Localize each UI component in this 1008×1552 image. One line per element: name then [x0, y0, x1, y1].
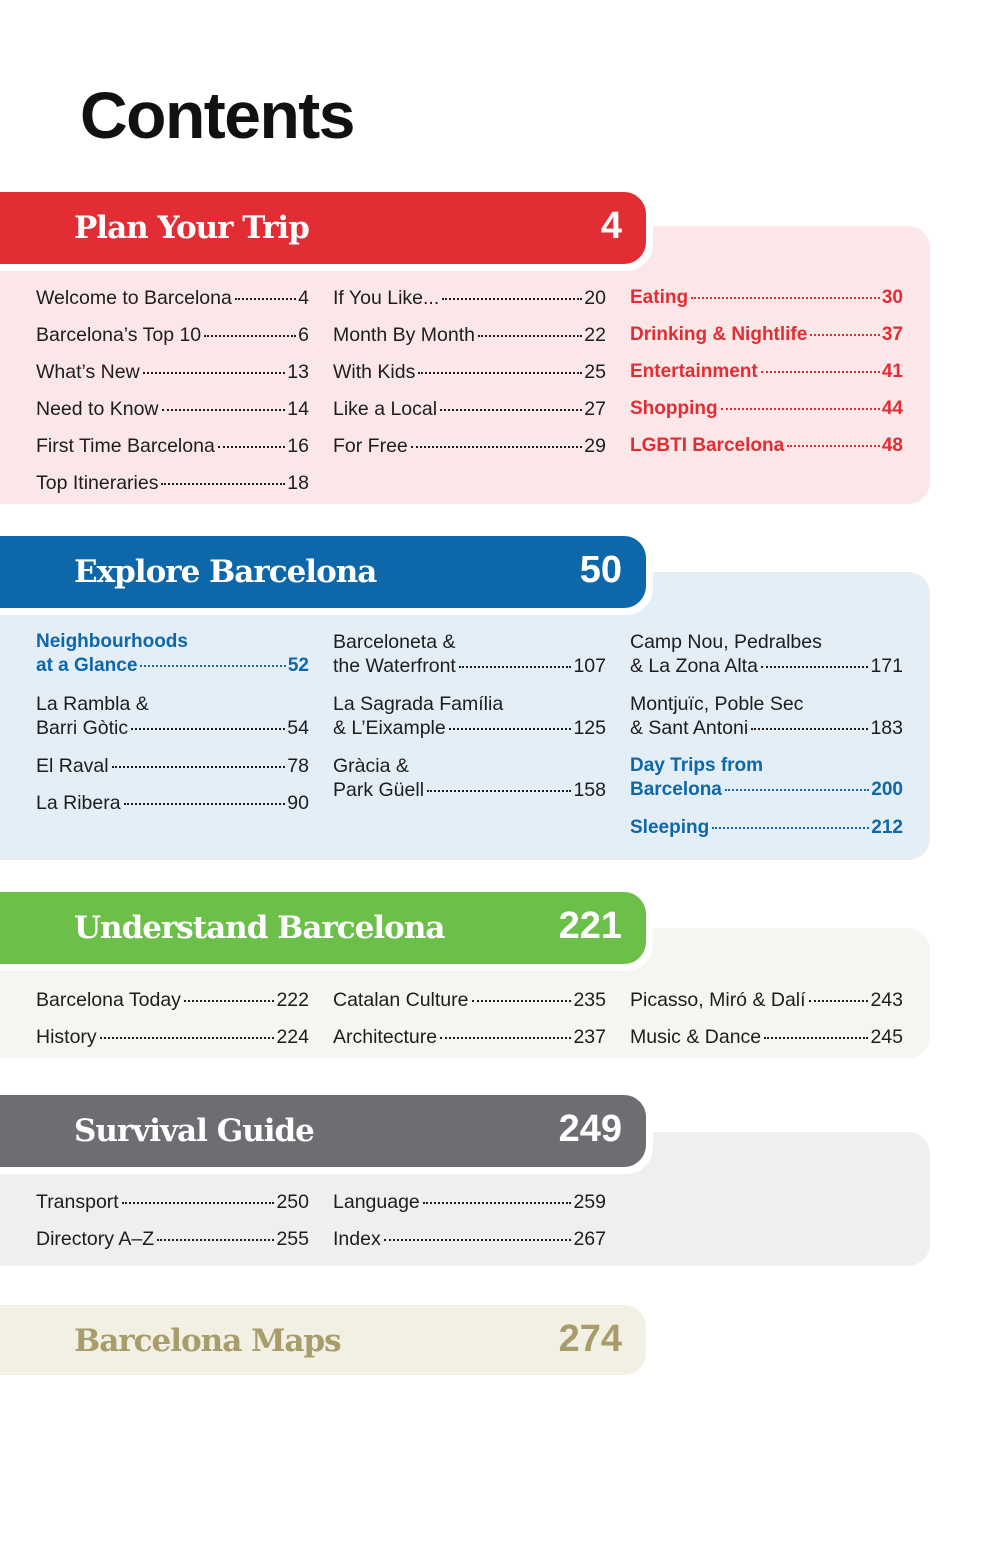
entry-page: 183: [870, 717, 903, 739]
entry-label: History: [36, 1026, 97, 1048]
entry-label: Transport: [36, 1191, 119, 1213]
plan-col-1: [36, 286, 309, 508]
toc-entry[interactable]: [630, 1025, 903, 1049]
entry-label: La Ribera: [36, 792, 121, 814]
entry-page: 25: [584, 361, 606, 383]
leader-dots: [131, 728, 285, 730]
survival-title: Survival Guide: [74, 1113, 314, 1149]
entry-page: 255: [276, 1228, 309, 1250]
plan-header[interactable]: [0, 192, 646, 264]
explore-col-3: [630, 630, 903, 853]
leader-dots: [204, 335, 296, 337]
leader-dots: [725, 789, 869, 791]
leader-dots: [787, 445, 880, 447]
understand-page: 221: [558, 905, 622, 947]
toc-entry[interactable]: [36, 1025, 309, 1049]
entry-page: 29: [584, 435, 606, 457]
entry-label: at a Glance: [36, 655, 138, 676]
toc-entry[interactable]: [630, 630, 903, 678]
understand-col-1: [36, 988, 309, 1062]
entry-label-line1: Gràcia &: [333, 755, 409, 777]
entry-label: Picasso, Miró & Dalí: [630, 989, 806, 1011]
entry-page: 237: [573, 1026, 606, 1048]
toc-entry[interactable]: [333, 434, 606, 458]
entry-label: LGBTI Barcelona: [630, 435, 785, 456]
toc-entry[interactable]: [36, 1227, 309, 1251]
toc-entry[interactable]: [36, 988, 309, 1012]
toc-entry[interactable]: [630, 988, 903, 1012]
leader-dots: [184, 1000, 275, 1002]
toc-entry[interactable]: [630, 360, 903, 384]
leader-dots: [442, 298, 582, 300]
entry-page: 171: [870, 655, 903, 677]
toc-entry[interactable]: [333, 1190, 606, 1214]
leader-dots: [721, 408, 880, 410]
entry-page: 16: [287, 435, 309, 457]
understand-header[interactable]: [0, 892, 646, 964]
entry-label: Music & Dance: [630, 1026, 762, 1048]
leader-dots: [810, 334, 880, 336]
entry-page: 41: [881, 361, 903, 382]
toc-entry[interactable]: [333, 323, 606, 347]
toc-entry[interactable]: [36, 286, 309, 310]
entry-label: & La Zona Alta: [630, 655, 758, 677]
entry-label: Park Güell: [333, 779, 425, 801]
toc-entry[interactable]: [333, 692, 606, 740]
entry-label: If You Like...: [333, 287, 440, 309]
survival-col-1: [36, 1190, 309, 1264]
toc-entry[interactable]: [36, 1190, 309, 1214]
leader-dots: [411, 446, 583, 448]
entry-label: the Waterfront: [333, 655, 456, 677]
leader-dots: [472, 1000, 572, 1002]
maps-page: 274: [558, 1318, 622, 1360]
entry-label: With Kids: [333, 361, 416, 383]
understand-col-3: [630, 988, 903, 1062]
leader-dots: [440, 409, 582, 411]
toc-entry[interactable]: [630, 754, 903, 802]
toc-entry[interactable]: [333, 754, 606, 802]
entry-label: Catalan Culture: [333, 989, 469, 1011]
entry-page: 90: [287, 792, 309, 814]
toc-entry[interactable]: [630, 816, 903, 840]
entry-label: Barcelona’s Top 10: [36, 324, 202, 346]
survival-page: 249: [558, 1108, 622, 1150]
entry-label: Architecture: [333, 1026, 438, 1048]
entry-page: 259: [573, 1191, 606, 1213]
entry-page: 200: [871, 779, 903, 800]
toc-entry[interactable]: [333, 360, 606, 384]
entry-label: Barri Gòtic: [36, 717, 129, 739]
entry-label: Barcelona Today: [36, 989, 181, 1011]
entry-label: Month By Month: [333, 324, 475, 346]
leader-dots: [140, 665, 285, 667]
entry-label: First Time Barcelona: [36, 435, 215, 457]
toc-entry[interactable]: [333, 630, 606, 678]
page-title: Contents: [80, 78, 354, 152]
leader-dots: [459, 666, 572, 668]
toc-entry[interactable]: [333, 397, 606, 421]
entry-page: 235: [573, 989, 606, 1011]
leader-dots: [809, 1000, 869, 1002]
toc-entry[interactable]: [36, 397, 309, 421]
toc-entry[interactable]: [36, 791, 309, 815]
maps-title: Barcelona Maps: [74, 1323, 341, 1359]
entry-page: 243: [870, 989, 903, 1011]
entry-label: What’s New: [36, 361, 140, 383]
leader-dots: [423, 1202, 572, 1204]
toc-entry[interactable]: [36, 323, 309, 347]
entry-page: 78: [287, 755, 309, 777]
entry-label: Top Itineraries: [36, 472, 159, 494]
explore-title: Explore Barcelona: [74, 554, 377, 590]
toc-entry[interactable]: [36, 360, 309, 384]
entry-label: Like a Local: [333, 398, 438, 420]
entry-label: Drinking & Nightlife: [630, 324, 808, 345]
plan-col-2: [333, 286, 606, 471]
plan-col-3: [630, 286, 903, 471]
entry-page: 125: [573, 717, 606, 739]
entry-label-line1: Neighbourhoods: [36, 631, 188, 652]
entry-label-line1: La Sagrada Família: [333, 693, 504, 715]
entry-page: 222: [276, 989, 309, 1011]
leader-dots: [764, 1037, 868, 1039]
toc-entry[interactable]: [630, 434, 903, 458]
leader-dots: [235, 298, 296, 300]
entry-label: Entertainment: [630, 361, 758, 382]
entry-page: 14: [287, 398, 309, 420]
understand-title: Understand Barcelona: [74, 910, 445, 946]
toc-entry[interactable]: [36, 630, 309, 678]
toc-entry[interactable]: [333, 286, 606, 310]
entry-label: Directory A–Z: [36, 1228, 155, 1250]
toc-entry[interactable]: [36, 754, 309, 778]
entry-page: 22: [584, 324, 606, 346]
entry-label: Shopping: [630, 398, 718, 419]
toc-entry[interactable]: [36, 434, 309, 458]
survival-header[interactable]: [0, 1095, 646, 1167]
toc-entry[interactable]: [333, 1025, 606, 1049]
entry-page: 30: [881, 287, 903, 308]
explore-col-2: [333, 630, 606, 816]
toc-entry[interactable]: [333, 988, 606, 1012]
entry-label: & L’Eixample: [333, 717, 446, 739]
entry-label-line1: Camp Nou, Pedralbes: [630, 631, 822, 653]
entry-page: 4: [298, 287, 309, 309]
entry-label: Welcome to Barcelona: [36, 287, 232, 309]
leader-dots: [418, 372, 582, 374]
survival-col-2: [333, 1190, 606, 1264]
entry-label: Language: [333, 1191, 420, 1213]
entry-page: 13: [287, 361, 309, 383]
entry-page: 54: [287, 717, 309, 739]
entry-page: 44: [881, 398, 903, 419]
leader-dots: [161, 483, 285, 485]
leader-dots: [112, 766, 286, 768]
entry-label-line1: Barceloneta &: [333, 631, 456, 653]
entry-label-line1: Montjuïc, Poble Sec: [630, 693, 804, 715]
maps-header[interactable]: [0, 1305, 646, 1375]
toc-entry[interactable]: [333, 1227, 606, 1251]
plan-title: Plan Your Trip: [74, 210, 309, 246]
explore-header[interactable]: [0, 536, 646, 608]
entry-page: 37: [881, 324, 903, 345]
leader-dots: [124, 803, 286, 805]
toc-entry[interactable]: [36, 471, 309, 495]
understand-col-2: [333, 988, 606, 1062]
entry-page: 250: [276, 1191, 309, 1213]
leader-dots: [384, 1239, 572, 1241]
leader-dots: [162, 409, 286, 411]
toc-entry[interactable]: [630, 397, 903, 421]
entry-label: Need to Know: [36, 398, 159, 420]
leader-dots: [427, 790, 571, 792]
explore-page: 50: [579, 549, 622, 591]
leader-dots: [100, 1037, 275, 1039]
toc-entry[interactable]: [630, 286, 903, 310]
leader-dots: [478, 335, 582, 337]
leader-dots: [157, 1239, 274, 1241]
leader-dots: [751, 728, 868, 730]
entry-label-line1: Day Trips from: [630, 755, 764, 776]
entry-page: 267: [573, 1228, 606, 1250]
toc-entry[interactable]: [630, 323, 903, 347]
leader-dots: [122, 1202, 275, 1204]
leader-dots: [218, 446, 285, 448]
entry-page: 48: [881, 435, 903, 456]
toc-entry[interactable]: [36, 692, 309, 740]
leader-dots: [761, 371, 880, 373]
leader-dots: [449, 728, 572, 730]
entry-label: Barcelona: [630, 779, 722, 800]
entry-page: 212: [871, 817, 903, 838]
leader-dots: [691, 297, 880, 299]
entry-label: Sleeping: [630, 817, 710, 838]
leader-dots: [761, 666, 869, 668]
entry-page: 224: [276, 1026, 309, 1048]
explore-col-1: [36, 630, 309, 828]
entry-page: 107: [573, 655, 606, 677]
entry-label: & Sant Antoni: [630, 717, 749, 739]
entry-page: 52: [287, 655, 309, 676]
entry-page: 6: [298, 324, 309, 346]
entry-page: 245: [870, 1026, 903, 1048]
entry-label: Eating: [630, 287, 689, 308]
leader-dots: [143, 372, 286, 374]
entry-page: 158: [573, 779, 606, 801]
entry-label: Index: [333, 1228, 381, 1250]
entry-page: 20: [584, 287, 606, 309]
plan-page: 4: [600, 205, 622, 247]
entry-label: For Free: [333, 435, 408, 457]
toc-entry[interactable]: [630, 692, 903, 740]
entry-page: 18: [287, 472, 309, 494]
entry-label-line1: La Rambla &: [36, 693, 149, 715]
leader-dots: [712, 827, 869, 829]
entry-page: 27: [584, 398, 606, 420]
leader-dots: [440, 1037, 571, 1039]
entry-label: El Raval: [36, 755, 109, 777]
